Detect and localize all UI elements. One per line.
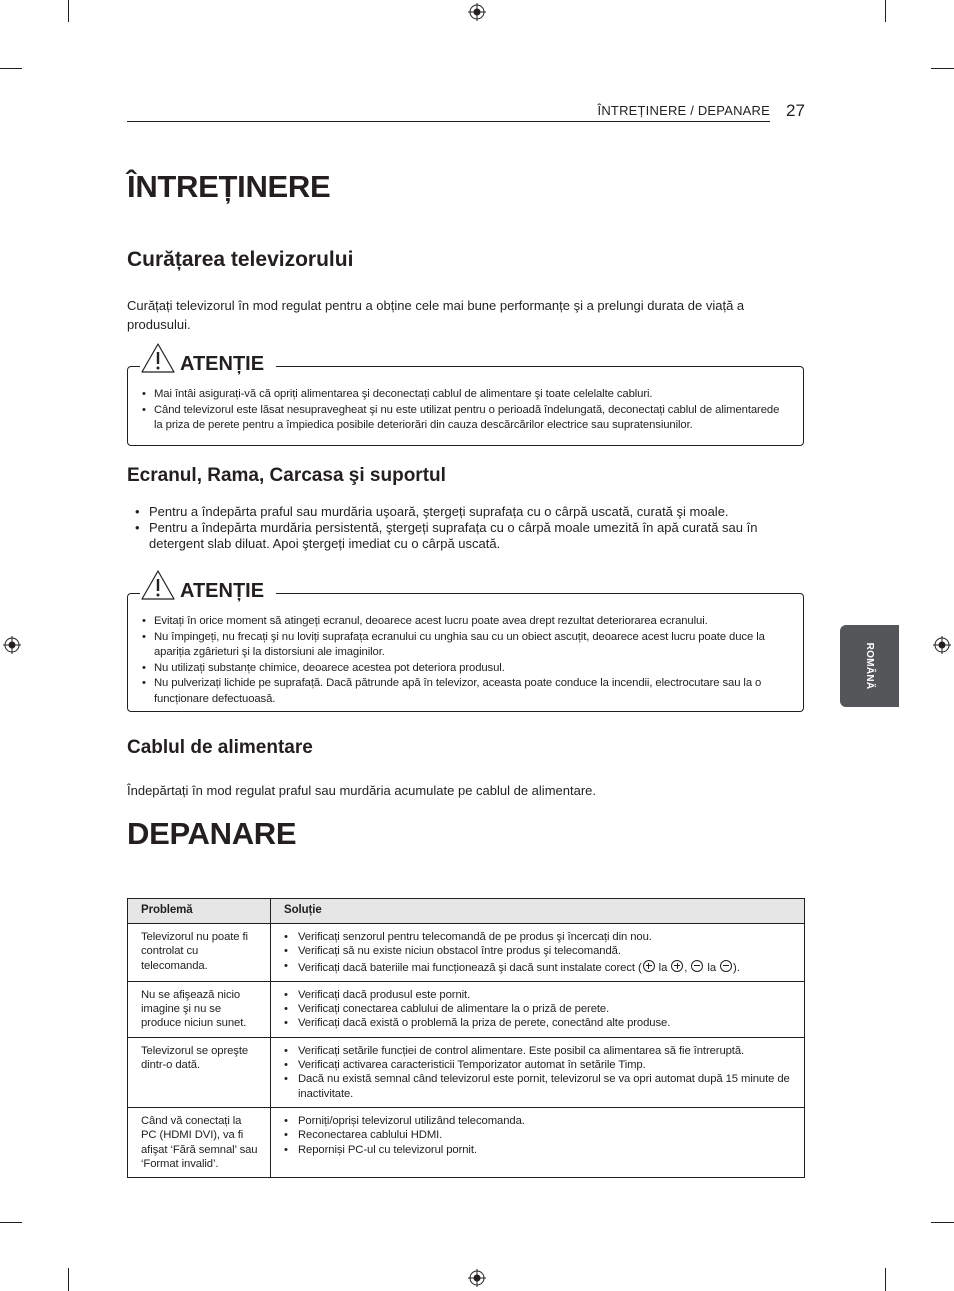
screen-heading: Ecranul, Rama, Carcasa şi suportul <box>127 465 446 486</box>
solution-cell <box>271 1037 805 1107</box>
solution-item: • Verificați activarea caracteristicii Temporizator automat în setările Timp. <box>284 1058 794 1072</box>
crop-mark <box>68 0 69 22</box>
solution-item-battery: • Verificați dacă bateriile mai funcționează şi dacă sunt instalate corect ( la , la ). <box>284 959 794 975</box>
caution-item: • Când televizorul este lăsat nesupravegheat şi nu este utilizat pentru o perioadă îndelungată, deconectați cablul de alimentarede la priza de perete pentru a împiedica posibile deteriorări din cauza descărcărilor electrice sau supratensiunilor. <box>142 403 787 434</box>
plus-terminal-icon <box>643 960 655 972</box>
registration-mark-icon <box>468 3 486 21</box>
warning-icon <box>140 569 176 601</box>
column-header-problem: Problemă <box>128 899 271 924</box>
solution-cell <box>271 924 805 982</box>
plus-terminal-icon <box>671 960 683 972</box>
caution-item: • Evitați în orice moment să atingeți ecranul, deoarece acest lucru poate avea drept rezultat deteriorarea ecranului. <box>142 614 792 630</box>
caution-title: ATENȚIE <box>180 580 265 602</box>
crop-mark <box>885 0 886 22</box>
crop-mark <box>0 68 22 69</box>
caution-header <box>140 569 276 601</box>
caution-item: • Nu pulverizați lichide pe suprafață. Dacă pătrunde apă în televizor, aceasta poate conduce la incendii, electrocutare sau la o funcționare defectuoasă. <box>142 676 792 707</box>
list-item: • Pentru a îndepărta praful sau murdăria uşoară, ştergeți suprafața cu o cârpă uscată, curată şi moale. <box>135 504 805 520</box>
troubleshooting-title: DEPANARE <box>127 816 297 851</box>
solution-item: • Reporniși PC-ul cu televizorul pornit. <box>284 1143 794 1157</box>
crop-mark <box>931 68 954 69</box>
caution-item: • Nu împingeți, nu frecați şi nu loviți suprafața ecranului cu unghia sau cu un obiect ascuțit, deoarece acest lucru poate duce la apariția zgârieturi şi la distorsiuni ale imaginilor. <box>142 630 792 661</box>
troubleshooting-table <box>127 898 805 1178</box>
crop-mark <box>931 1222 954 1223</box>
warning-icon <box>140 342 176 374</box>
running-header-section: ÎNTREȚINERE / DEPANARE <box>597 103 770 118</box>
cable-heading: Cablul de alimentare <box>127 737 313 758</box>
language-tab-label: ROMÂNĂ <box>864 642 875 690</box>
caution-title: ATENȚIE <box>180 353 265 375</box>
table-row <box>128 1107 805 1177</box>
table-row <box>128 981 805 1037</box>
solution-item: • Verificați să nu existe niciun obstacol între produs şi telecomandă. <box>284 944 794 958</box>
caution-item: • Mai întâi asigurați-vă că opriți alimentarea şi deconectați cablul de alimentare şi toate celelalte cabluri. <box>142 387 787 403</box>
solution-cell <box>271 981 805 1037</box>
column-header-solution: Soluție <box>271 899 805 924</box>
solution-item: • Verificați setările funcției de control alimentare. Este posibil ca alimentarea să fie întreruptă. <box>284 1044 794 1058</box>
screen-cleaning-list <box>135 504 805 552</box>
page-number: 27 <box>786 101 805 120</box>
table-row <box>128 1037 805 1107</box>
solution-item: • Dacă nu există semnal când televizorul este pornit, televizorul se va opri automat după 15 minute de inactivitate. <box>284 1072 794 1101</box>
problem-cell: Televizorul nu poate fi controlat cu telecomanda. <box>128 924 271 982</box>
table-row <box>128 924 805 982</box>
crop-mark <box>885 1268 886 1291</box>
solution-item: • Verificați dacă produsul este pornit. <box>284 988 794 1002</box>
crop-mark <box>0 1222 22 1223</box>
problem-cell: Televizorul se opreşte dintr-o dată. <box>128 1037 271 1107</box>
solution-cell <box>271 1107 805 1177</box>
solution-item: • Verificați conectarea cablului de alimentare la o priză de perete. <box>284 1002 794 1016</box>
language-tab <box>840 625 899 707</box>
registration-mark-icon <box>933 636 951 654</box>
crop-mark <box>68 1268 69 1291</box>
cable-text: Îndepărtați în mod regulat praful sau murdăria acumulate pe cablul de alimentare. <box>127 783 596 798</box>
solution-item: • Verificați senzorul pentru telecomandă de pe produs şi încercați din nou. <box>284 930 794 944</box>
solution-item: • Reconectarea cablului HDMI. <box>284 1128 794 1142</box>
registration-mark-icon <box>3 636 21 654</box>
caution-item: • Nu utilizați substanțe chimice, deoarece acestea pot deteriora produsul. <box>142 661 792 677</box>
list-item: • Pentru a îndepărta murdăria persistentă, ştergeți suprafața cu o cârpă moale umezită în apă curată sau în detergent slab diluat. Apoi ştergeți imediat cu o cârpă uscată. <box>135 520 805 552</box>
minus-terminal-icon <box>720 960 732 972</box>
caution-header <box>140 342 276 374</box>
cleaning-heading: Curățarea televizorului <box>127 248 354 271</box>
caution-list <box>142 387 787 434</box>
table-header-row <box>128 899 805 924</box>
caution-list <box>142 614 792 708</box>
solution-item: • Porniți/opriși televizorul utilizând telecomanda. <box>284 1114 794 1128</box>
minus-terminal-icon <box>691 960 703 972</box>
cleaning-intro: Curățați televizorul în mod regulat pentru a obține cele mai bune performanțe şi a prelungi durata de viață a produsului. <box>127 298 745 332</box>
problem-cell: Nu se afişează nicio imagine şi nu se produce niciun sunet. <box>128 981 271 1037</box>
registration-mark-icon <box>468 1269 486 1287</box>
header-rule <box>127 121 770 122</box>
problem-cell: Când vă conectați la PC (HDMI DVI), va fi afişat ‘Fără semnal’ sau ‘Format invalid’. <box>128 1107 271 1177</box>
maintenance-title: ÎNTREȚINERE <box>127 169 331 204</box>
solution-item: • Verificați dacă există o problemă la priza de perete, conectând alte produse. <box>284 1016 794 1030</box>
